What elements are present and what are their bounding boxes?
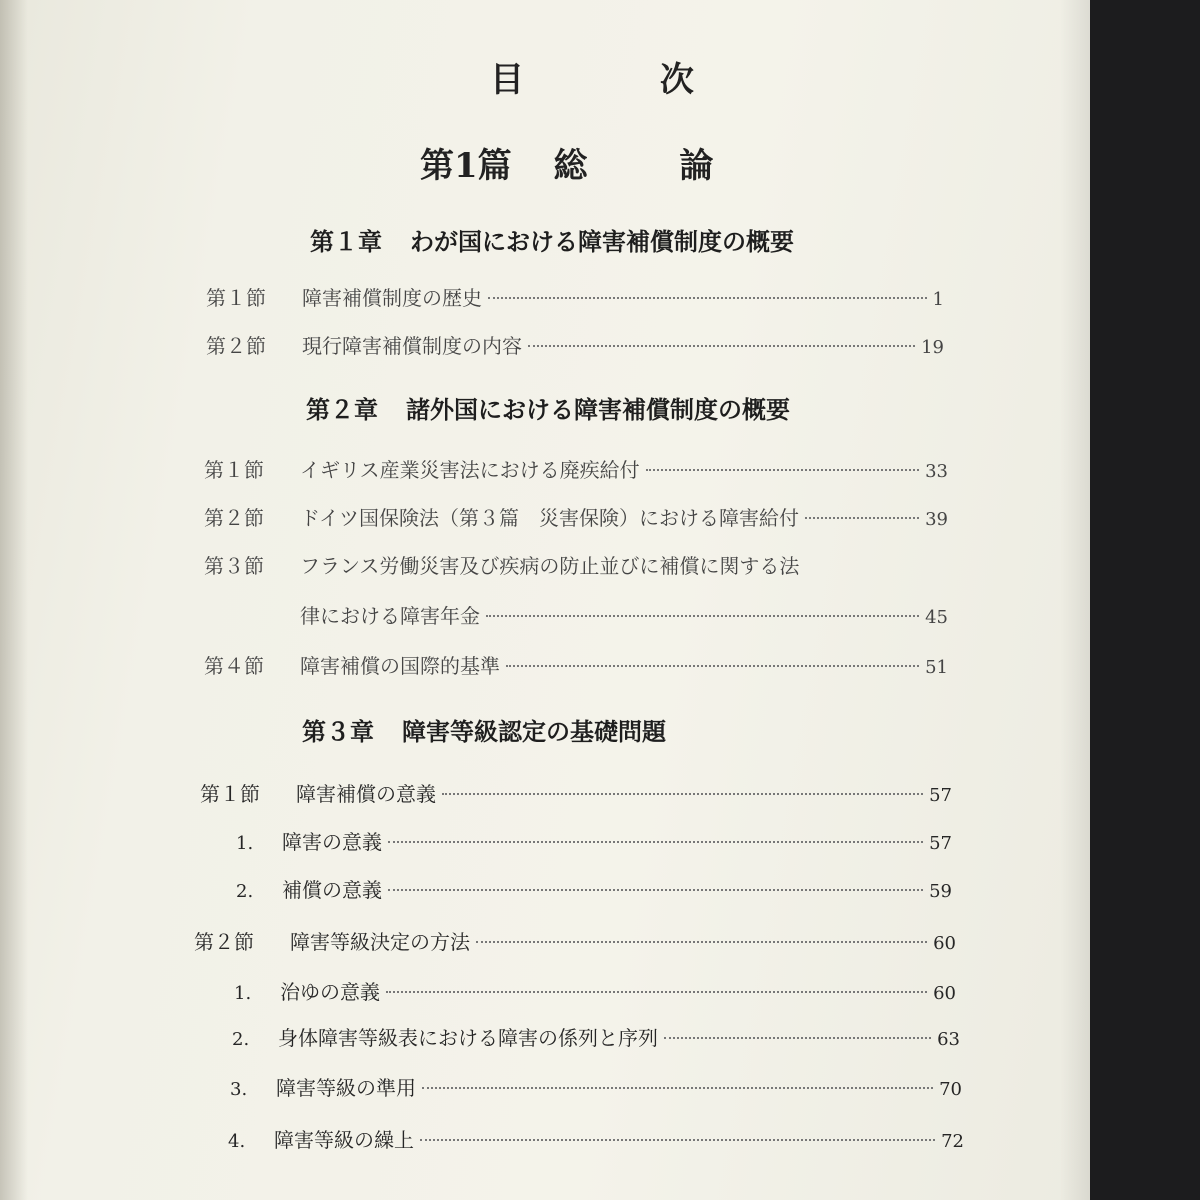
item-title: 障害等級の準用 xyxy=(276,1076,416,1100)
leader-dots xyxy=(420,1139,935,1141)
chapter-title: わが国における障害補償制度の概要 xyxy=(410,227,794,256)
toc-entry[interactable] xyxy=(206,330,944,359)
page-number: 63 xyxy=(937,1029,960,1050)
section-label: 第２節 xyxy=(204,506,264,530)
section-label: 第２節 xyxy=(206,334,266,358)
toc-subentry[interactable] xyxy=(236,874,952,903)
page-number: 33 xyxy=(925,461,948,482)
page-number: 19 xyxy=(921,337,944,358)
toc-subentry[interactable] xyxy=(234,976,956,1005)
leader-dots xyxy=(442,793,923,795)
section-label: 第２節 xyxy=(194,930,254,954)
section-title: ドイツ国保険法（第３篇 災害保険）における障害給付 xyxy=(300,506,799,530)
page-number: 45 xyxy=(925,607,948,628)
toc-entry[interactable] xyxy=(194,926,956,955)
toc-subentry[interactable] xyxy=(236,826,952,855)
toc-subentry[interactable] xyxy=(232,1022,960,1051)
item-title: 障害等級の繰上 xyxy=(274,1128,414,1152)
page-number: 51 xyxy=(925,657,948,678)
page-number: 60 xyxy=(933,983,956,1004)
leader-dots xyxy=(476,941,927,943)
page-number: 1 xyxy=(932,289,944,310)
leader-dots xyxy=(506,665,919,667)
toc-entry[interactable] xyxy=(204,502,948,531)
leader-dots xyxy=(646,469,919,471)
toc-entry[interactable] xyxy=(206,282,944,311)
item-number: 3. xyxy=(230,1079,248,1100)
section-title: 障害補償の意義 xyxy=(296,782,436,806)
item-title: 補償の意義 xyxy=(282,878,382,902)
toc-entry[interactable] xyxy=(200,778,952,807)
section-title: 障害補償制度の歴史 xyxy=(302,286,482,310)
toc-subentry[interactable] xyxy=(228,1124,964,1153)
toc-entry[interactable] xyxy=(204,650,948,679)
part-label: 第1篇 xyxy=(420,146,512,186)
item-title: 治ゆの意義 xyxy=(280,980,380,1004)
chapter-number: 第３章 xyxy=(302,717,374,746)
part-name-b: 論 xyxy=(679,146,714,186)
chapter-number: 第２章 xyxy=(306,395,378,424)
page-number: 70 xyxy=(939,1079,962,1100)
leader-dots xyxy=(664,1037,931,1039)
section-title: フランス労働災害及び疾病の防止並びに補償に関する法 xyxy=(300,554,800,578)
toc-entry-continuation[interactable] xyxy=(300,600,948,629)
section-title-continuation: 律における障害年金 xyxy=(300,604,480,628)
chapter-title: 諸外国における障害補償制度の概要 xyxy=(406,395,790,424)
section-title: 現行障害補償制度の内容 xyxy=(302,334,522,358)
leader-dots xyxy=(422,1087,933,1089)
leader-dots xyxy=(386,991,927,993)
item-number: 2. xyxy=(236,881,254,902)
page-number: 39 xyxy=(925,509,948,530)
page-gutter-shadow xyxy=(0,0,28,1200)
leader-dots xyxy=(388,841,923,843)
toc-subentry[interactable] xyxy=(230,1072,962,1101)
section-label: 第１節 xyxy=(200,782,260,806)
page-edge-shadow xyxy=(1060,0,1090,1200)
page-number: 60 xyxy=(933,933,956,954)
part-name-a: 総 xyxy=(553,146,588,186)
chapter-3-heading xyxy=(302,712,666,747)
leader-dots xyxy=(486,615,919,617)
toc-entry[interactable] xyxy=(204,454,948,483)
section-label: 第１節 xyxy=(206,286,266,310)
item-number: 4. xyxy=(228,1131,246,1152)
part-heading xyxy=(420,138,713,187)
leader-dots xyxy=(805,517,919,519)
toc-title: 目 次 xyxy=(490,60,756,100)
section-title: 障害等級決定の方法 xyxy=(290,930,470,954)
page-number: 72 xyxy=(941,1131,964,1152)
chapter-number: 第１章 xyxy=(310,227,382,256)
section-title: 障害補償の国際的基準 xyxy=(300,654,500,678)
chapter-2-heading xyxy=(306,390,790,425)
chapter-1-heading xyxy=(310,222,794,257)
section-label: 第３節 xyxy=(204,554,264,578)
item-title: 身体障害等級表における障害の係列と序列 xyxy=(278,1026,658,1050)
page-number: 59 xyxy=(929,881,952,902)
section-label: 第１節 xyxy=(204,458,264,482)
item-number: 1. xyxy=(236,833,254,854)
page-number: 57 xyxy=(929,785,952,806)
item-number: 1. xyxy=(234,983,252,1004)
leader-dots xyxy=(388,889,923,891)
chapter-title: 障害等級認定の基礎問題 xyxy=(402,717,666,746)
leader-dots xyxy=(528,345,915,347)
page-number: 57 xyxy=(929,833,952,854)
toc-entry[interactable] xyxy=(204,550,948,579)
section-title: イギリス産業災害法における廃疾給付 xyxy=(300,458,640,482)
item-title: 障害の意義 xyxy=(282,830,382,854)
section-label: 第４節 xyxy=(204,654,264,678)
leader-dots xyxy=(488,297,927,299)
item-number: 2. xyxy=(232,1029,250,1050)
